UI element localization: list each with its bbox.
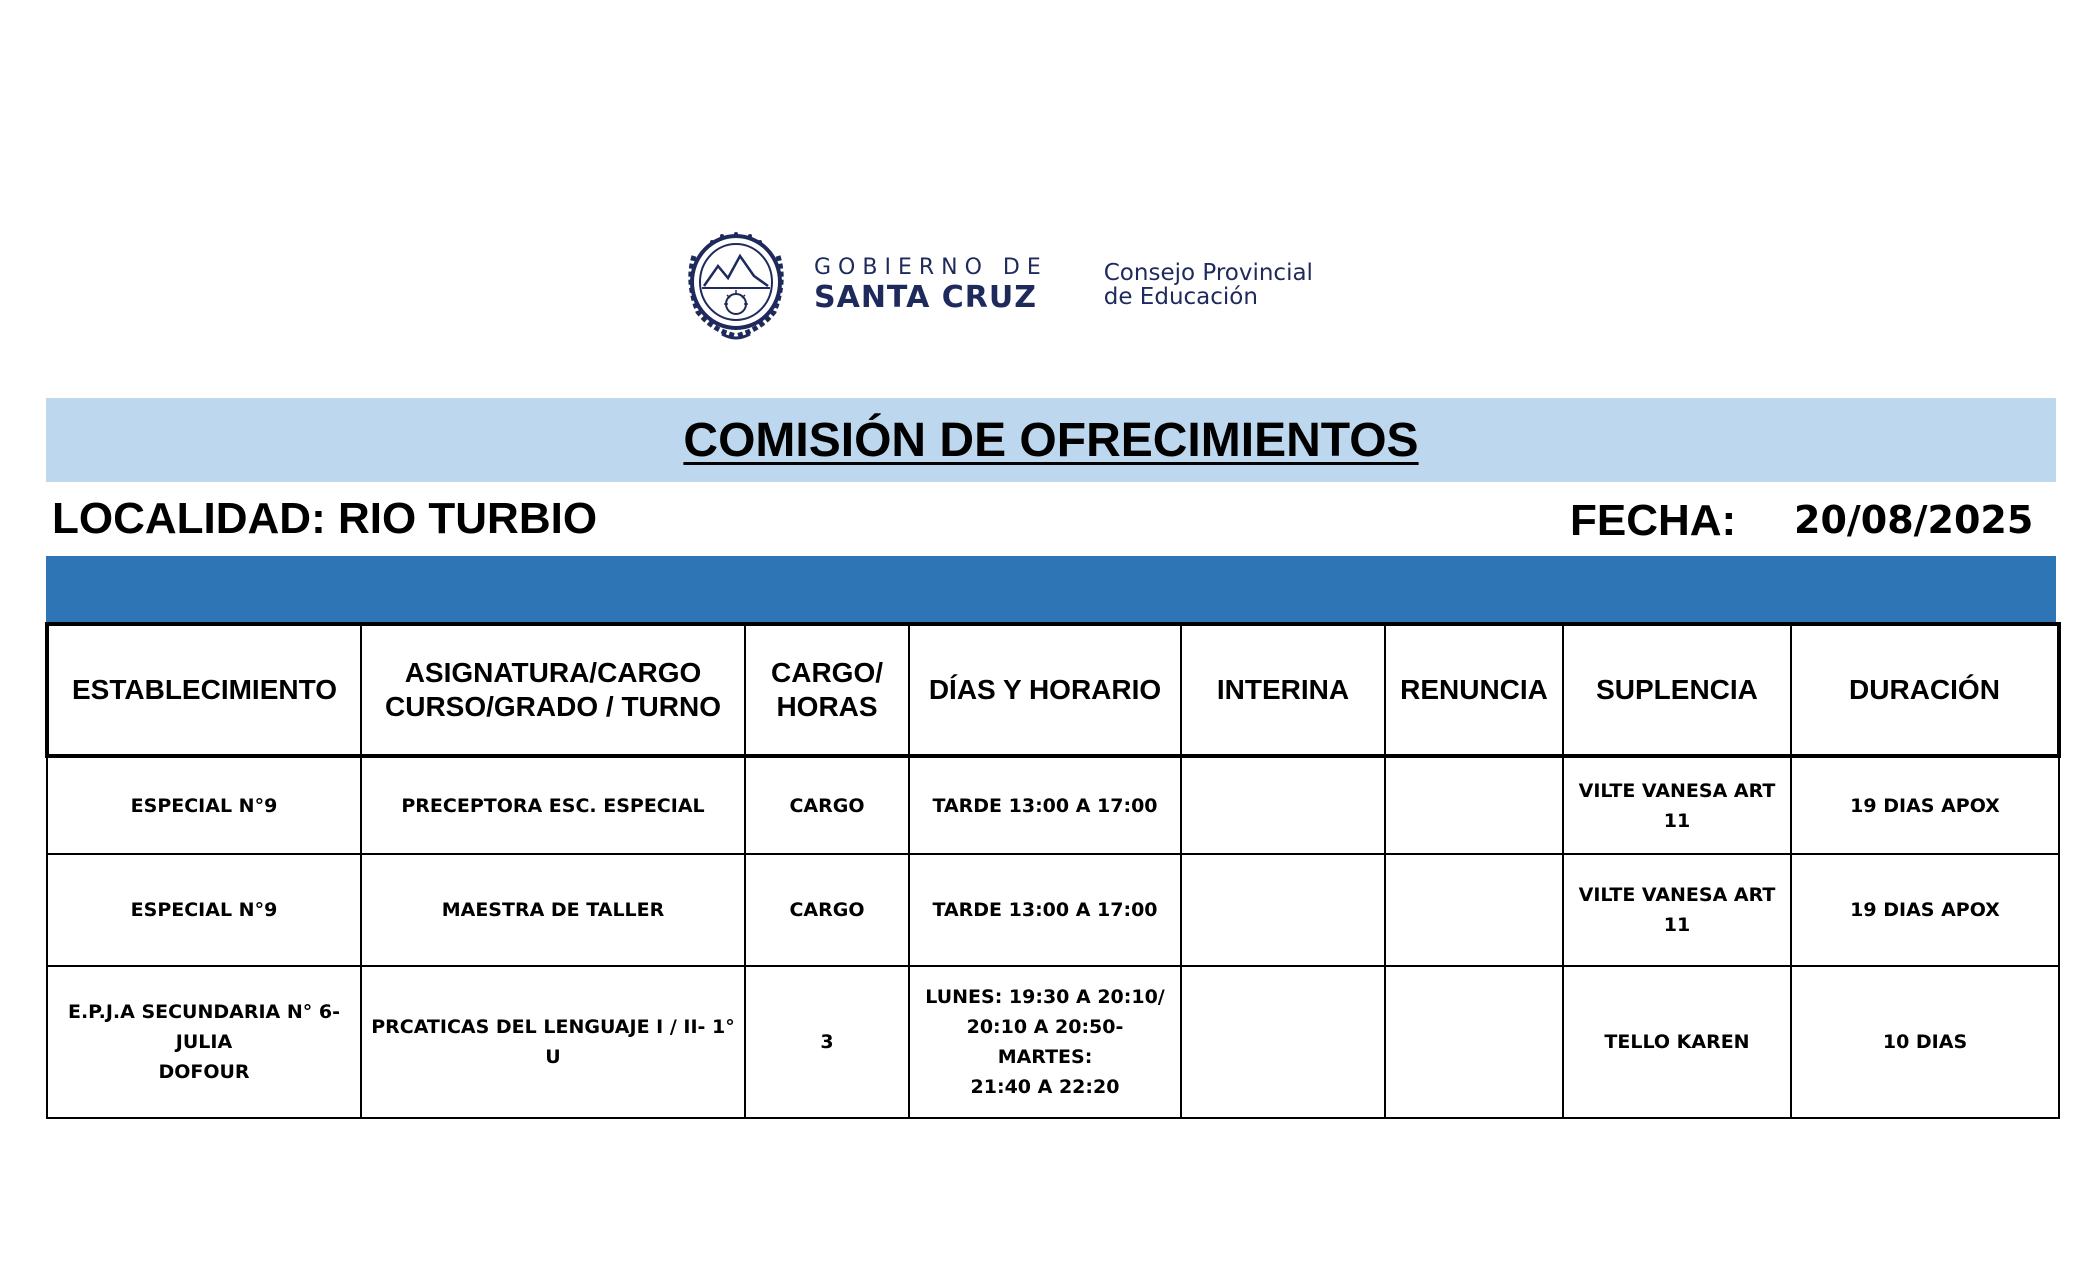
column-header-dias: DÍAS Y HORARIO bbox=[909, 624, 1181, 756]
title-band bbox=[46, 398, 2056, 482]
cell-asignatura: PRECEPTORA ESC. ESPECIAL bbox=[361, 756, 745, 854]
cell-cargo: 3 bbox=[745, 966, 909, 1118]
table-header-row bbox=[47, 624, 2059, 756]
table-row bbox=[47, 756, 2059, 854]
cell-interina bbox=[1181, 756, 1385, 854]
header-logo-block bbox=[682, 225, 1313, 345]
cell-asignatura: MAESTRA DE TALLER bbox=[361, 854, 745, 966]
cell-establecimiento-line-1: E.P.J.A SECUNDARIA N° 6- JULIA bbox=[67, 1001, 340, 1053]
government-name bbox=[814, 255, 1048, 315]
column-header-establecimiento: ESTABLECIMIENTO bbox=[47, 624, 361, 756]
cell-establecimiento: ESPECIAL N°9 bbox=[47, 854, 361, 966]
date-value: 20/08/2025 bbox=[1794, 498, 2034, 542]
column-header-asignatura-line-2: CURSO/GRADO / TURNO bbox=[385, 691, 721, 722]
government-line-1: GOBIERNO DE bbox=[814, 255, 1048, 280]
column-header-suplencia: SUPLENCIA bbox=[1563, 624, 1791, 756]
cell-dias: TARDE 13:00 A 17:00 bbox=[909, 756, 1181, 854]
cell-renuncia bbox=[1385, 966, 1563, 1118]
locality-label: LOCALIDAD: RIO TURBIO bbox=[52, 494, 598, 543]
column-header-interina: INTERINA bbox=[1181, 624, 1385, 756]
column-header-asignatura-line-1: ASIGNATURA/CARGO bbox=[404, 657, 702, 688]
column-header-duracion: DURACIÓN bbox=[1791, 624, 2059, 756]
cell-establecimiento-line-2: DOFOUR bbox=[158, 1061, 250, 1083]
table-row bbox=[47, 854, 2059, 966]
column-header-cargo-line-1: CARGO/ bbox=[771, 657, 883, 688]
table-row bbox=[47, 966, 2059, 1118]
council-name bbox=[1104, 261, 1313, 309]
cell-dias: TARDE 13:00 A 17:00 bbox=[909, 854, 1181, 966]
page-title: COMISIÓN DE OFRECIMIENTOS bbox=[683, 413, 1419, 467]
column-header-cargo-line-2: HORAS bbox=[776, 691, 878, 722]
cell-dias-line-2: 20:10 A 20:50- MARTES: bbox=[966, 1016, 1124, 1068]
date-label: FECHA: bbox=[1570, 496, 1737, 545]
cell-suplencia: VILTE VANESA ART 11 bbox=[1563, 756, 1791, 854]
cell-asignatura: PRCATICAS DEL LENGUAJE I / II- 1° U bbox=[361, 966, 745, 1118]
cell-suplencia: VILTE VANESA ART 11 bbox=[1563, 854, 1791, 966]
cell-dias-line-3: 21:40 A 22:20 bbox=[970, 1076, 1120, 1098]
column-header-renuncia: RENUNCIA bbox=[1385, 624, 1563, 756]
locality-row bbox=[52, 488, 2052, 552]
council-line-2: de Educación bbox=[1103, 284, 1258, 310]
cell-renuncia bbox=[1385, 756, 1563, 854]
provincial-seal-icon bbox=[682, 226, 790, 344]
cell-renuncia bbox=[1385, 854, 1563, 966]
column-header-asignatura bbox=[361, 624, 745, 756]
cell-cargo: CARGO bbox=[745, 756, 909, 854]
cell-interina bbox=[1181, 854, 1385, 966]
cell-cargo: CARGO bbox=[745, 854, 909, 966]
cell-dias-line-1: LUNES: 19:30 A 20:10/ bbox=[925, 986, 1165, 1008]
cell-interina bbox=[1181, 966, 1385, 1118]
column-header-cargo bbox=[745, 624, 909, 756]
council-line-1: Consejo Provincial bbox=[1103, 260, 1313, 286]
blue-separator-bar bbox=[46, 556, 2056, 622]
cell-duracion: 19 DIAS APOX bbox=[1791, 756, 2059, 854]
cell-suplencia: TELLO KAREN bbox=[1563, 966, 1791, 1118]
cell-establecimiento: ESPECIAL N°9 bbox=[47, 756, 361, 854]
offers-table bbox=[45, 622, 2061, 1119]
cell-dias bbox=[909, 966, 1181, 1118]
cell-establecimiento bbox=[47, 966, 361, 1118]
cell-duracion: 10 DIAS bbox=[1791, 966, 2059, 1118]
cell-duracion: 19 DIAS APOX bbox=[1791, 854, 2059, 966]
government-line-2: SANTA CRUZ bbox=[814, 280, 1037, 315]
